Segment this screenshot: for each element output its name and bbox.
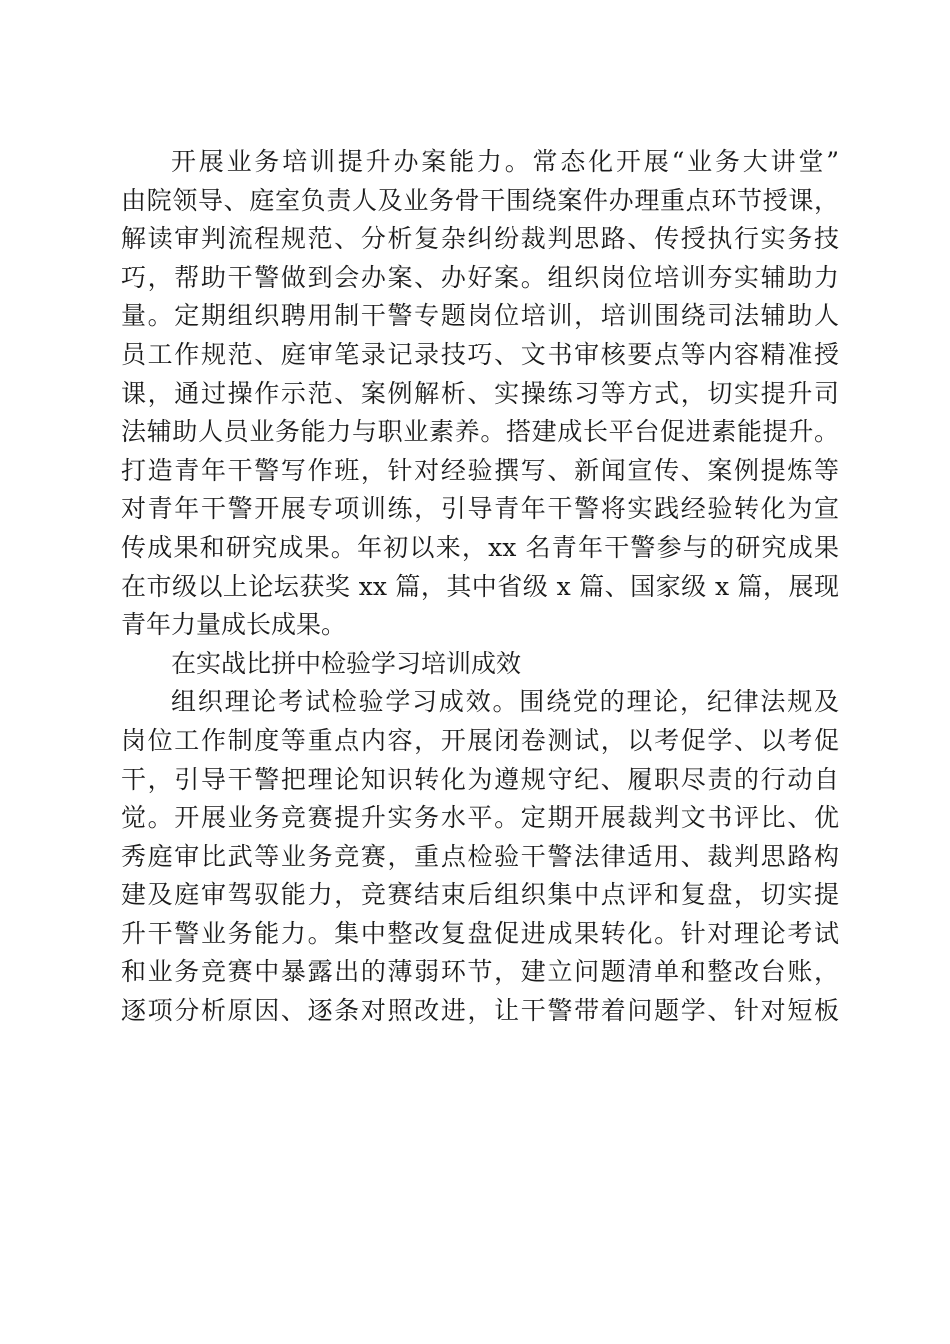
text-line: 员工作规范、庭审笔录记录技巧、文书审核要点等内容精准授	[121, 339, 839, 369]
text-line: 组织理论考试检验学习成效。围绕党的理论，纪律法规及	[171, 687, 839, 717]
section-heading: 在实战比拼中检验学习培训成效	[171, 648, 522, 678]
text-line: 开展业务培训提升办案能力。常态化开展“业务大讲堂”	[171, 147, 839, 176]
text-line: 和业务竞赛中暴露出的薄弱环节，建立问题清单和整改台账，	[121, 957, 839, 987]
text-line: 逐项分析原因、逐条对照改进，让干警带着问题学、针对短板	[121, 996, 839, 1026]
document-body	[121, 143, 839, 1031]
text-line: 传成果和研究成果。年初以来，xx 名青年干警参与的研究成果	[121, 532, 839, 562]
text-line: 解读审判流程规范、分析复杂纠纷裁判思路、传授执行实务技	[121, 224, 839, 254]
text-line: 在市级以上论坛获奖 xx 篇，其中省级 x 篇、国家级 x 篇，展现	[121, 571, 839, 601]
text-line: 岗位工作制度等重点内容，开展闭卷测试，以考促学、以考促	[121, 725, 839, 755]
text-line: 建及庭审驾驭能力，竞赛结束后组织集中点评和复盘，切实提	[121, 880, 839, 910]
text-line: 法辅助人员业务能力与职业素养。搭建成长平台促进素能提升。	[121, 417, 839, 447]
text-line: 量。定期组织聘用制干警专题岗位培训，培训围绕司法辅助人	[121, 301, 839, 331]
text-line: 秀庭审比武等业务竞赛，重点检验干警法律适用、裁判思路构	[121, 841, 839, 871]
text-line: 课，通过操作示范、案例解析、实操练习等方式，切实提升司	[121, 378, 839, 408]
text-line: 对青年干警开展专项训练，引导青年干警将实践经验转化为宣	[121, 494, 839, 524]
text-line: 升干警业务能力。集中整改复盘促进成果转化。针对理论考试	[121, 918, 839, 948]
text-line: 干，引导干警把理论知识转化为遵规守纪、履职尽责的行动自	[121, 764, 839, 794]
text-line: 青年力量成长成果。	[121, 610, 347, 640]
text-line: 巧，帮助干警做到会办案、办好案。组织岗位培训夯实辅助力	[121, 262, 839, 292]
text-line: 觉。开展业务竞赛提升实务水平。定期开展裁判文书评比、优	[121, 803, 839, 833]
text-line: 打造青年干警写作班，针对经验撰写、新闻宣传、案例提炼等	[121, 455, 839, 485]
text-line: 由院领导、庭室负责人及业务骨干围绕案件办理重点环节授课，	[121, 185, 839, 215]
